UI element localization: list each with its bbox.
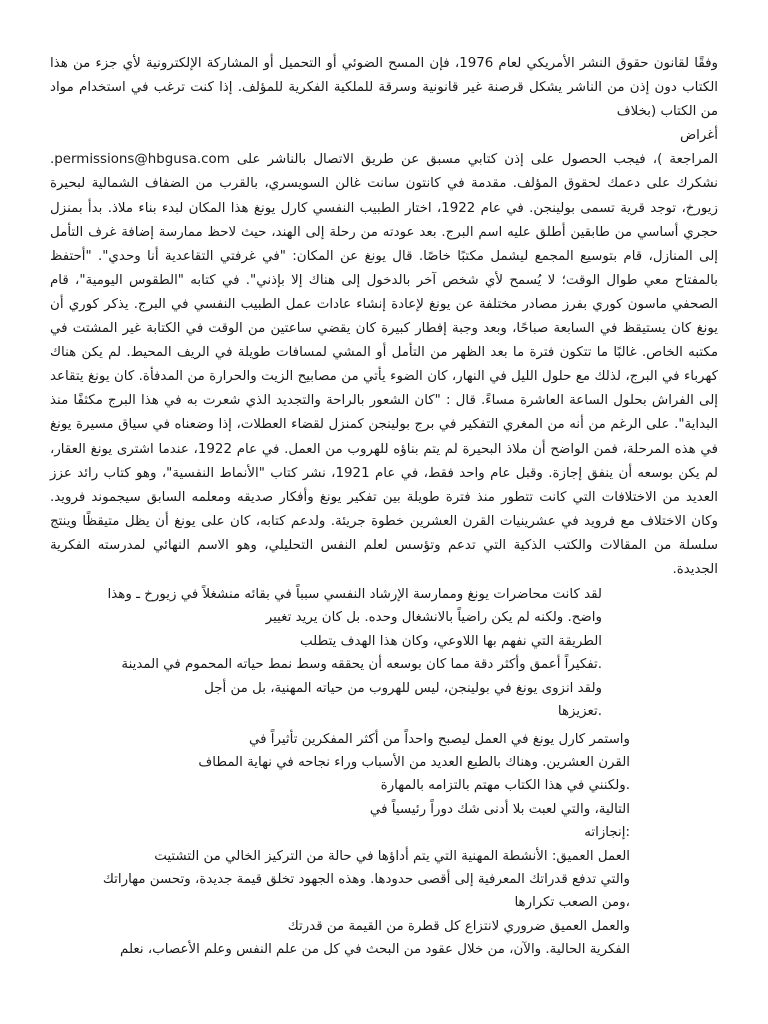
text-line: والتي تدفع قدراتك المعرفية إلى أقصى حدودها. وهذه الجهود تخلق قيمة جديدة، وتحسن مهاراتك: [102, 871, 630, 887]
text-line: ،ومن الصعب تكرارها: [514, 895, 630, 911]
verse-block-2: [50, 728, 630, 962]
text-line: التالية، والتي لعبت بلا أدنى شك دوراً رئيسياً في: [369, 801, 630, 817]
section-heading: أغراض: [679, 128, 718, 144]
text-line: واضح. ولكنه لم يكن راضياً بالانشغال وحده. بل كان يريد تغيير: [265, 610, 602, 626]
text-line: واستمر كارل يونغ في العمل ليصبح واحداً من أكثر المفكرين تأثيراً في: [248, 731, 630, 747]
text-line: :إنجازاته: [584, 825, 630, 841]
text-line: الفكرية الحالية. والآن، من خلال عقود من البحث في كل من علم النفس وعلم الأعصاب، نعلم: [120, 942, 630, 958]
text-line: والعمل العميق ضروري لانتزاع كل قطرة من القيمة من قدرتك: [287, 918, 630, 934]
text-line: العمل العميق: الأنشطة المهنية التي يتم أداؤها في حالة من التركيز الخالي من التشتيت: [154, 848, 630, 864]
verse-block-1: [50, 583, 602, 723]
text-line: .تعزيزها: [557, 704, 602, 720]
text-line: الطريقة التي نفهم بها اللاوعي، وكان هذا الهدف يتطلب: [300, 633, 602, 649]
body-paragraph: المراجعة )، فيجب الحصول على إذن كتابي مسبق عن طريق الاتصال بالناشر على permissions@hbgusa.com. نشكرك على دعمك لحقوق المؤلف. مقدمة في كانتون سانت غالن السويسري، بالقرب من الضفاف الشمالية لبحيرة زيورخ، توجد قرية تسمى بولينجن. في عام 1922، اختار الطبيب النفسي كارل يونغ هذا المكان لبدء بناء ملاذ. بدأ بمنزل حجري أساسي من طابقين أطلق عليه اسم البرج. بعد عودته من رحلة إلى الهند، حيث لاحظ ممارسة إضافة غرف التأمل إلى المنازل، قام بتوسيع المجمع ليشمل مكتبًا خاصًا. قال يونغ عن المكان: "في غرفتي التقاعدية أنا وحدي". "أحتفظ بالمفتاح معي طوال الوقت؛ لا يُسمح لأي شخص آخر بالدخول إلى هناك إلا بإذني". في كتابه "الطقوس اليومية"، قام الصحفي ماسون كوري بفرز مصادر مختلفة عن يونغ لإعادة إنشاء عادات عمل الطبيب النفسي في البرج. يذكر كوري أن يونغ كان يستيقظ في السابعة صباحًا، وبعد وجبة إفطار كبيرة كان يقضي ساعتين من الوقت في الكتابة غير المشتت في مكتبه الخاص. غالبًا ما تتكون فترة ما بعد الظهر من التأمل أو المشي لمسافات طويلة في الريف المحيط. لم يكن هناك كهرباء في البرج، لذلك مع حلول الليل في النهار، كان الضوء يأتي من مصابيح الزيت والحرارة من المدفأة. كان يونغ يتقاعد إلى الفراش بحلول الساعة العاشرة مساءً. قال : "كان الشعور بالراحة والتجديد الذي شعرت به في هذا البرج مكثفًا منذ البداية". على الرغم من أنه من المغري التفكير في برج بولينجن كمنزل لقضاء العطلات، إذا وضعناه في سياق مسيرة يونغ في هذه المرحلة، فمن الواضح أن ملاذ البحيرة لم يتم بناؤه للهروب من العمل. في عام 1922، عندما اشترى يونغ العقار، لم يكن بوسعه أن ينفق إجازة. وقبل عام واحد فقط، في عام 1921، نشر كتاب "الأنماط النفسية"، وهو كتاب رائد عزز العديد من الاختلافات التي كانت تتطور منذ فترة طويلة بين تفكير يونغ وأفكار صديقه ومعلمه السابق سيجموند فرويد. وكان الاختلاف مع فرويد في عشرينيات القرن العشرين خطوة جريئة. ولدعم كتابه، كان على يونغ أن يظل متيقظًا وينتج سلسلة من المقالات والكتب الذكية التي تدعم وتؤسس لعلم النفس التحليلي، وهو الاسم النهائي لمدرسته الفكرية الجديدة.: [50, 152, 719, 577]
text-line: .تفكيراً أعمق وأكثر دقة مما كان بوسعه أن يحققه وسط نمط حياته المحموم في المدينة: [121, 657, 602, 673]
text-line: .ولكنني في هذا الكتاب مهتم بالتزامه بالمهارة: [380, 778, 630, 794]
copyright-paragraph: وفقًا لقانون حقوق النشر الأمريكي لعام 1976، فإن المسح الضوئي أو التحميل أو المشاركة الإلكترونية لأي جزء من هذا الكتاب دون إذن من الناشر يشكل قرصنة غير قانونية وسرقة للملكية الفكرية للمؤلف. إذا كنت ترغب في استخدام مواد من الكتاب (بخلاف: [50, 56, 718, 120]
text-line: لقد كانت محاضرات يونغ وممارسة الإرشاد النفسي سبباً في بقائه منشغلاً في زيورخ ـ وهذا: [107, 587, 602, 603]
text-line: القرن العشرين. وهناك بالطبع العديد من الأسباب وراء نجاحه في نهاية المطاف: [198, 754, 630, 770]
text-line: ولقد انزوى يونغ في بولينجن، ليس للهروب من حياته المهنية، بل من أجل: [204, 680, 602, 696]
